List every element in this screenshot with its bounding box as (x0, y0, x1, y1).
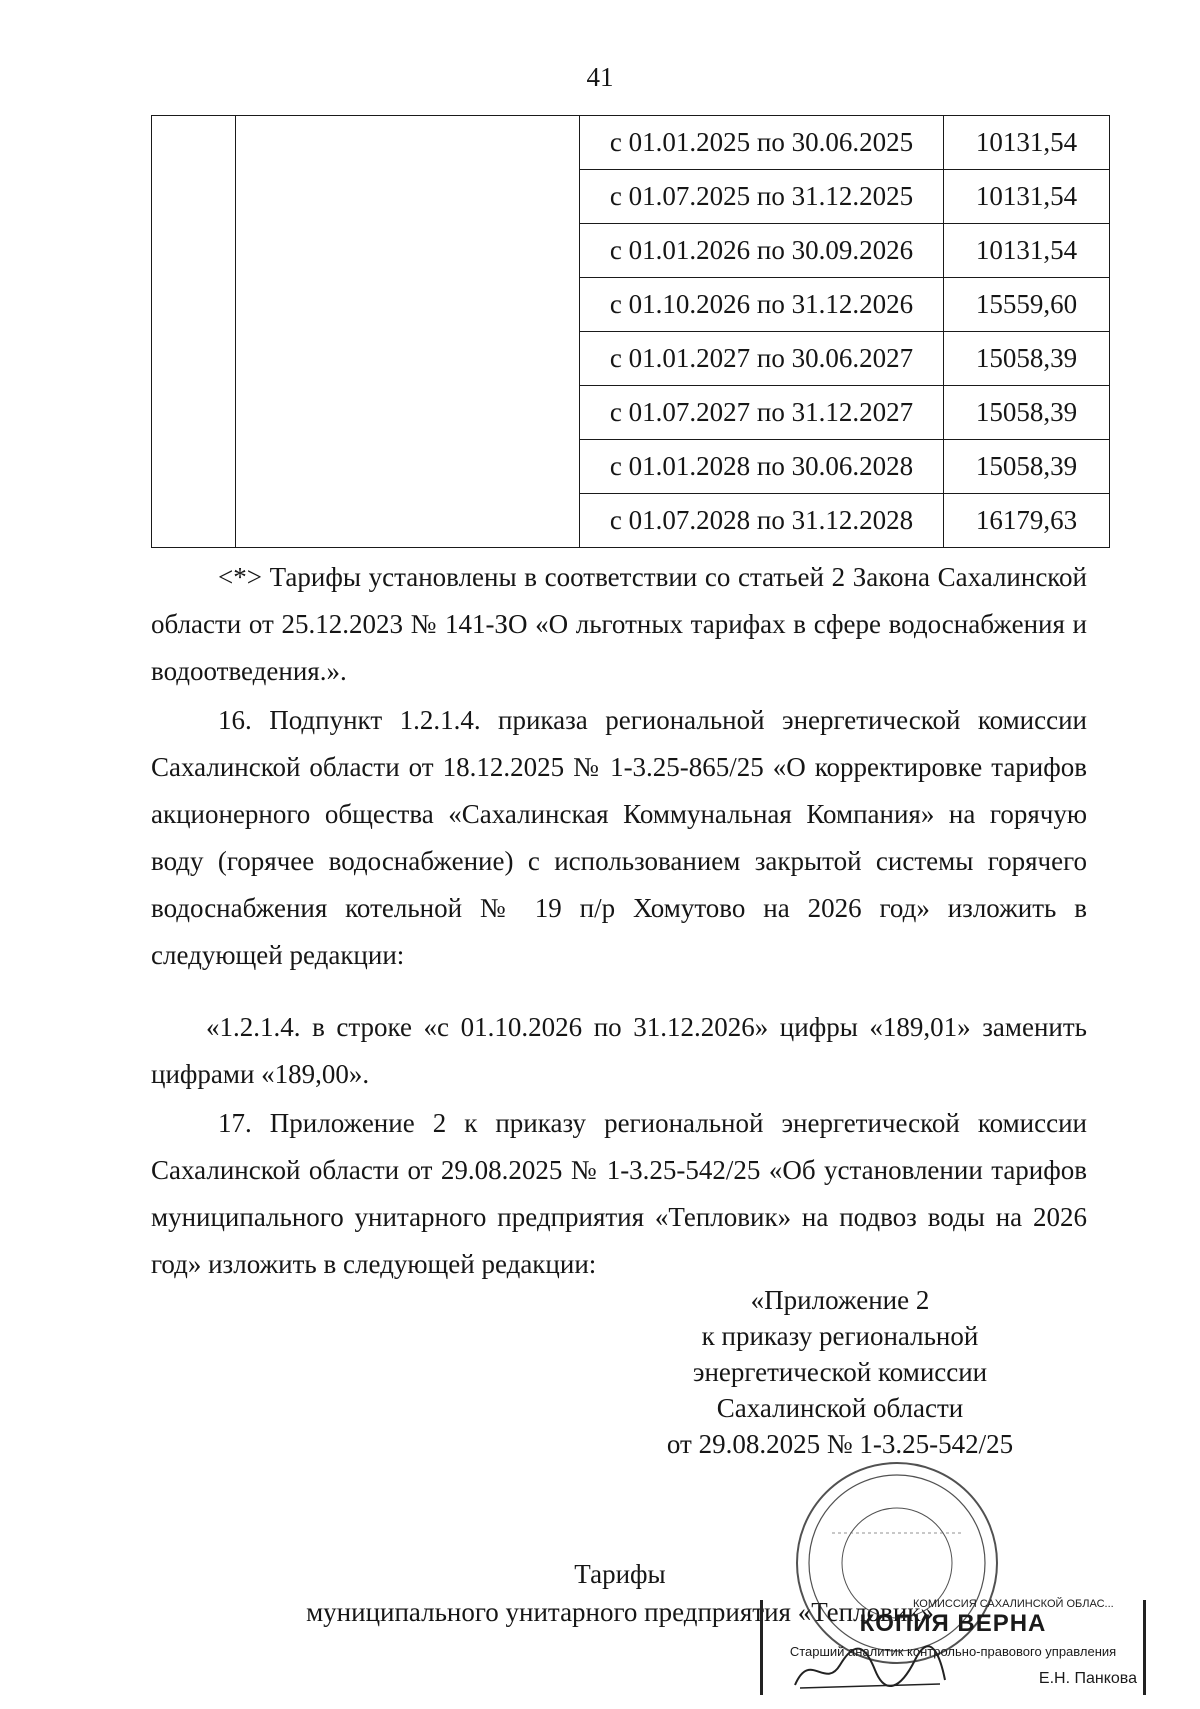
title-line-2: муниципального унитарного предприятия «Тепловик» (306, 1597, 934, 1627)
period-cell: с 01.07.2027 по 31.12.2027 (580, 386, 944, 440)
table-row (152, 116, 1110, 170)
stamp-position: Старший аналитик контрольно-правового управления (789, 1644, 1117, 1659)
period-cell: с 01.07.2025 по 31.12.2025 (580, 170, 944, 224)
appendix-line-1: «Приложение 2 (750, 1285, 930, 1315)
tariff-value-cell: 15058,39 (944, 386, 1110, 440)
paragraph-16: 16. Подпункт 1.2.1.4. приказа региональной энергетической комиссии Сахалинской области от 18.12.2025 № 1-3.25-865/25 «О корректировке тарифов акционерного общества «Сахалинская Коммунальная Компания» на горячую воду (горячее водоснабжение) с использованием закрытой системы горячего водоснабжения котельной № 19 п/р Хомутово на 2026 год» изложить в следующей редакции: (151, 705, 1087, 970)
signature-icon (790, 1640, 950, 1695)
appendix-line-4: Сахалинской области (716, 1393, 964, 1423)
title-line-1: Тарифы (574, 1559, 666, 1589)
period-cell: с 01.07.2028 по 31.12.2028 (580, 494, 944, 548)
appendix-line-2: к приказу региональной (701, 1321, 979, 1351)
blank-col-2 (236, 116, 580, 548)
period-cell: с 01.01.2028 по 30.06.2028 (580, 440, 944, 494)
footnote: <*> Тарифы установлены в соответствии со статьей 2 Закона Сахалинской области от 25.12.2023 № 141-ЗО «О льготных тарифах в сфере водоснабжения и водоотведения.». (151, 562, 1087, 686)
tariff-value-cell: 16179,63 (944, 494, 1110, 548)
tariff-value-cell: 15058,39 (944, 332, 1110, 386)
tariff-value-cell: 15058,39 (944, 440, 1110, 494)
appendix-line-3: энергетической комиссии (692, 1357, 988, 1387)
appendix-header (600, 1282, 1080, 1462)
tariff-value-cell: 10131,54 (944, 224, 1110, 278)
appendix-line-5: от 29.08.2025 № 1-3.25-542/25 (666, 1429, 1014, 1459)
period-cell: с 01.01.2026 по 30.09.2026 (580, 224, 944, 278)
tariff-value-cell: 15559,60 (944, 278, 1110, 332)
blank-col-1 (152, 116, 236, 548)
page-number: 41 (586, 62, 614, 92)
tariff-table (151, 115, 1110, 548)
tariff-value-cell: 10131,54 (944, 170, 1110, 224)
paragraph-16-amendment: «1.2.1.4. в строке «с 01.10.2026 по 31.12.2026» цифры «189,01» заменить цифрами «189,00». (151, 1012, 1087, 1089)
tariff-value-cell: 10131,54 (944, 116, 1110, 170)
stamp-signer-name: Е.Н. Панкова (1038, 1670, 1137, 1687)
stamp-organization: КОМИССИЯ САХАЛИНСКОЙ ОБЛАС... (913, 1598, 1114, 1610)
period-cell: с 01.01.2025 по 30.06.2025 (580, 116, 944, 170)
period-cell: с 01.01.2027 по 30.06.2027 (580, 332, 944, 386)
period-cell: с 01.10.2026 по 31.12.2026 (580, 278, 944, 332)
paragraph-17: 17. Приложение 2 к приказу региональной энергетической комиссии Сахалинской области от 29.08.2025 № 1-3.25-542/25 «Об установлении тарифов муниципального унитарного предприятия «Тепловик» на подвоз воды на 2026 год» изложить в следующей редакции: (151, 1108, 1087, 1279)
stamp-title: КОПИЯ ВЕРНА (859, 1610, 1047, 1637)
